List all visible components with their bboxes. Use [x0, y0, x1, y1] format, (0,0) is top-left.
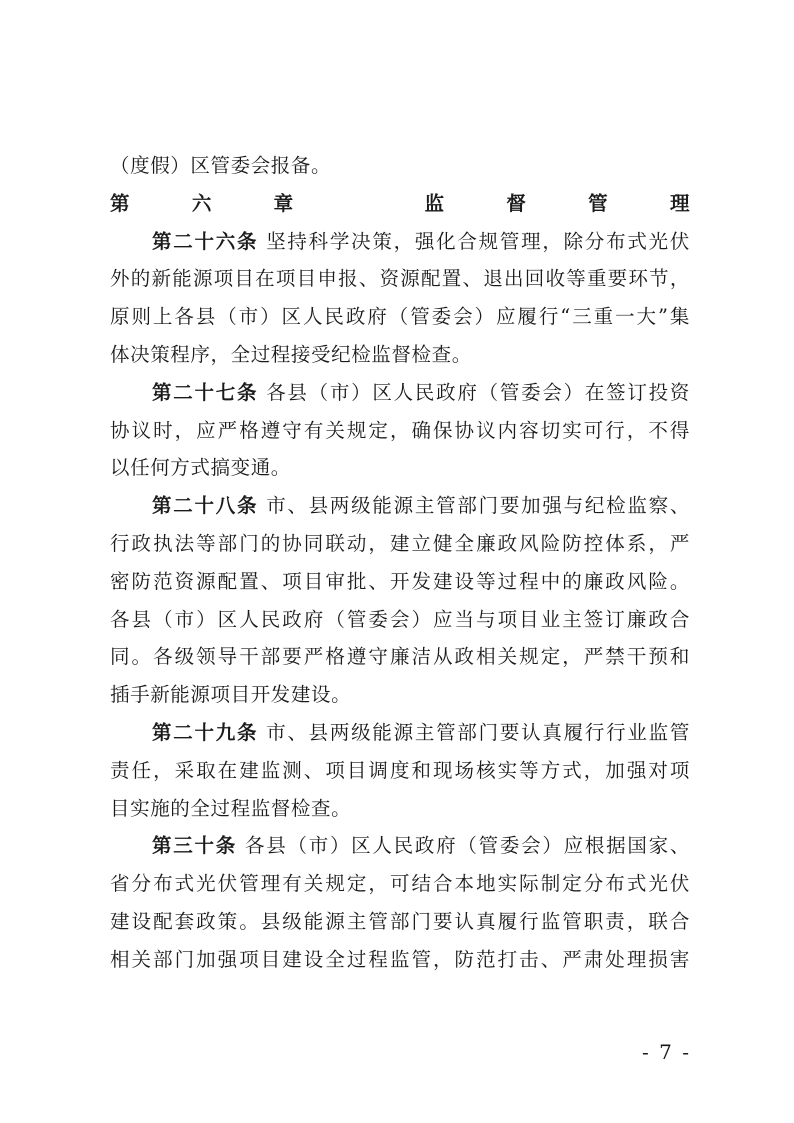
- article-number: 第三十条: [152, 834, 237, 858]
- article-line: 密防范资源配置、项目审批、开发建设等过程中的廉政风险。: [110, 569, 690, 593]
- article-text: 各县（市）区人民政府（管委会）在签订投资: [266, 380, 690, 404]
- article-27: [110, 374, 690, 487]
- article-number: 第二十六条: [152, 229, 259, 253]
- article-28: [110, 487, 690, 714]
- article-line: 目实施的全过程监督检查。: [110, 796, 352, 820]
- article-first-line: [110, 714, 690, 752]
- article-number: 第二十九条: [152, 720, 259, 744]
- article-line: 以任何方式搞变通。: [110, 456, 291, 480]
- article-text: 市、县两级能源主管部门要加强与纪检监察、: [266, 494, 690, 518]
- article-first-line: [110, 223, 690, 261]
- article-line: 相关部门加强项目建设全过程监管，防范打击、严肃处理损害: [110, 947, 690, 971]
- article-line: 原则上各县（市）区人民政府（管委会）应履行“三重一大”集: [110, 305, 690, 329]
- article-line: 责任，采取在建监测、项目调度和现场核实等方式，加强对项: [110, 758, 690, 782]
- article-text: 各县（市）区人民政府（管委会）应根据国家、: [244, 834, 690, 858]
- article-text: 坚持科学决策，强化合规管理，除分布式光伏: [266, 229, 690, 253]
- article-text: 市、县两级能源主管部门要认真履行行业监管: [266, 720, 690, 744]
- article-first-line: [110, 487, 690, 525]
- article-line: 插手新能源项目开发建设。: [110, 683, 352, 707]
- article-line: 建设配套政策。县级能源主管部门要认真履行监管职责，联合: [110, 909, 690, 933]
- article-line: 协议时，应严格遵守有关规定，确保协议内容切实可行，不得: [110, 418, 690, 442]
- article-line: 行政执法等部门的协同联动，建立健全廉政风险防控体系，严: [110, 531, 690, 555]
- article-line: 省分布式光伏管理有关规定，可结合本地实际制定分布式光伏: [110, 872, 690, 896]
- article-first-line: [110, 827, 690, 865]
- page-content: [110, 147, 690, 979]
- article-line: 同。各级领导干部要严格遵守廉洁从政相关规定，严禁干预和: [110, 645, 690, 669]
- article-number: 第二十七条: [152, 380, 259, 404]
- article-number: 第二十八条: [152, 494, 259, 518]
- article-30: [110, 827, 690, 978]
- page-number: - 7 -: [642, 1040, 691, 1064]
- preceding-line: （度假）区管委会报备。: [110, 154, 332, 177]
- article-29: [110, 714, 690, 827]
- article-line: 各县（市）区人民政府（管委会）应当与项目业主签订廉政合: [110, 607, 690, 631]
- article-line: 外的新能源项目在项目申报、资源配置、退出回收等重要环节，: [110, 267, 690, 291]
- article-26: [110, 223, 690, 374]
- article-line: 体决策程序，全过程接受纪检监督检查。: [110, 342, 472, 366]
- article-first-line: [110, 374, 690, 412]
- chapter-title: 第六章 监督管理: [110, 191, 690, 215]
